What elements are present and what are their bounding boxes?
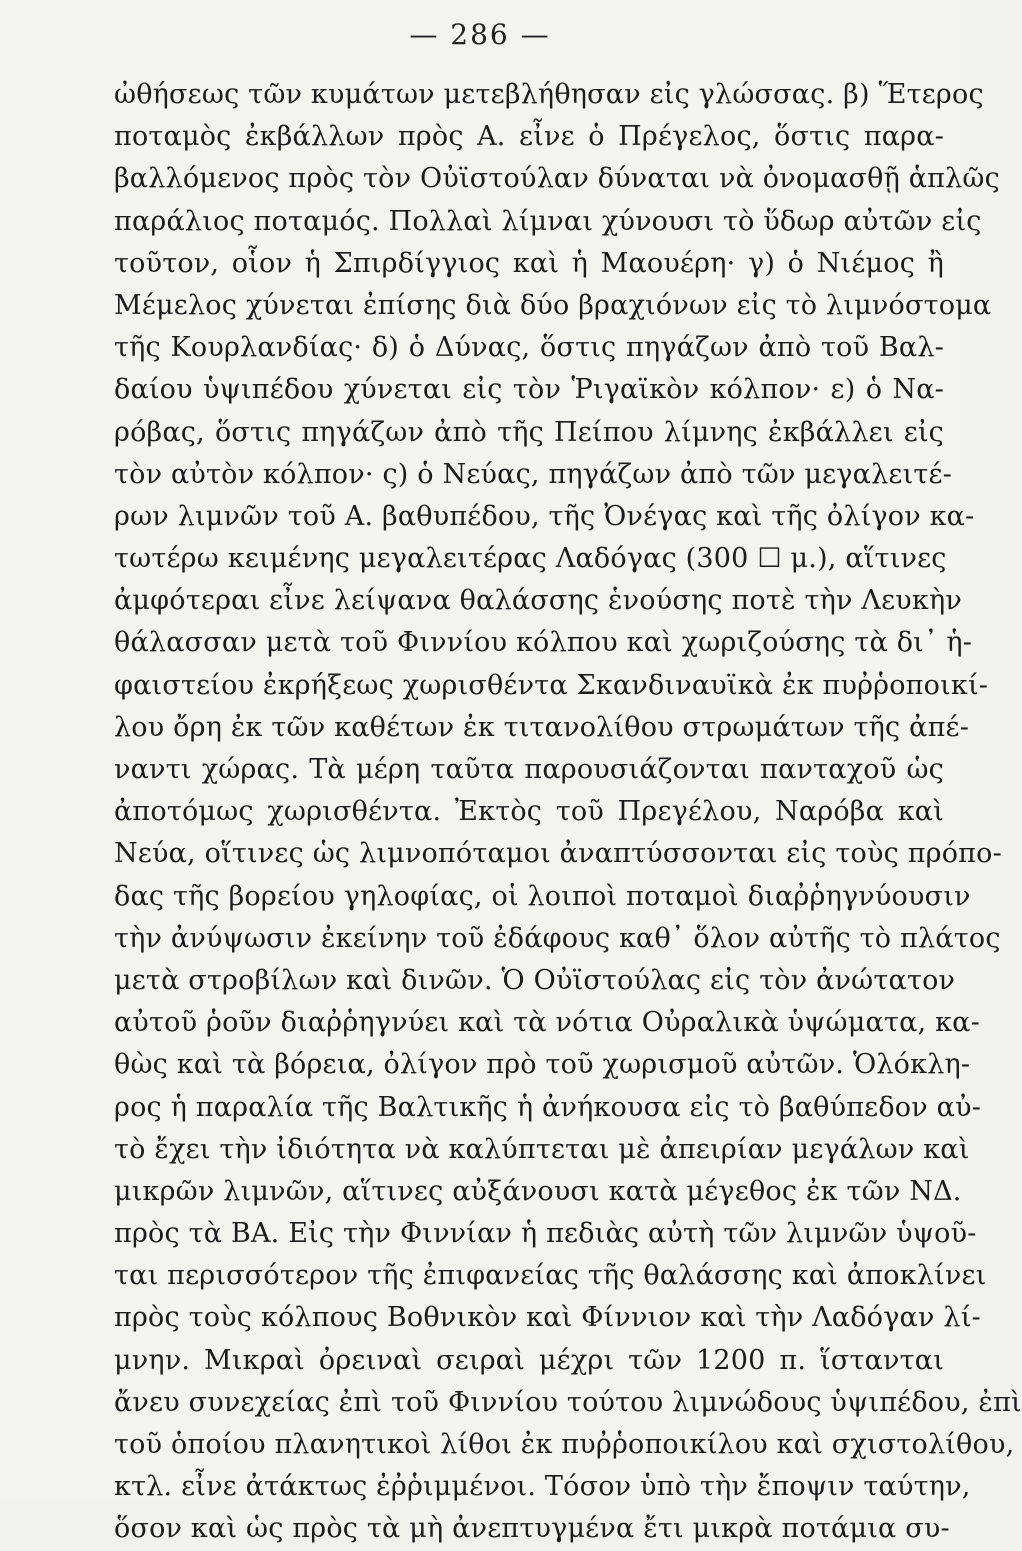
text-line: ὅσον καὶ ὡς πρὸς τὰ μὴ ἀνεπτυγμένα ἔτι μικρὰ ποτάμια συ- [114,1513,950,1545]
text-line: δας τῆς βορείου γηλοφίας, οἱ λοιποὶ ποταμοὶ διαῤῥηγνύουσιν [114,880,971,912]
text-line: τοῦτον, οἷον ἡ Σπιρδίγγιος καὶ ἡ Μαουέρη· γ) ὁ Νιέμος ἢ [114,247,944,279]
text-line: ποταμὸς ἐκβάλλων πρὸς Α. εἶνε ὁ Πρέγελος, ὅστις παρα- [114,121,944,153]
text-line: πρὸς τὰ ΒΑ. Εἰς τὴν Φιννίαν ἡ πεδιὰς αὐτὴ τῶν λιμνῶν ὑψοῦ- [114,1218,977,1250]
text-line: κτλ. εἶνε ἀτάκτως ἐῤῥιμμένοι. Τόσον ὑπὸ τὴν ἔποψιν ταύτην, [114,1471,971,1503]
text-line: λου ὄρη ἐκ τῶν καθέτων ἐκ τιτανολίθου στρωμάτων τῆς ἀπέ- [114,711,970,743]
text-line: Μέμελος χύνεται ἐπίσης διὰ δύο βραχιόνων εἰς τὸ λιμνόστομα [114,289,992,321]
text-line: φαιστείου ἐκρήξεως χωρισθέντα Σκανδιναυϊκὰ ἐκ πυῤῥοποικί- [114,669,989,701]
text-line: ρόβας, ὅστις πηγάζων ἀπὸ τῆς Πείπου λίμνης ἐκβάλλει εἰς [114,416,944,448]
text-line: τοῦ ὁποίου πλανητικοὶ λίθοι ἐκ πυῤῥοποικίλου καὶ σχιστολίθου, [114,1429,1015,1460]
text-line: βαλλόμενος πρὸς τὸν Οὐϊστούλαν δύναται νὰ ὀνομασθῇ ἁπλῶς [114,163,1000,195]
text-line: ἀμφότεραι εἶνε λείψανα θαλάσσης ἑνούσης ποτὲ τὴν Λευκὴν [114,585,962,617]
text-line: θάλασσαν μετὰ τοῦ Φιννίου κόλπου καὶ χωριζούσης τὰ δι᾽ ἡ- [114,627,973,659]
text-line: ἄνευ συνεχείας ἐπὶ τοῦ Φιννίου τούτου λιμνώδους ὑψιπέδου, ἐπὶ [114,1386,1022,1418]
page-number: — 286 — [409,18,551,51]
text-line: τὸν αὐτὸν κόλπον· ς) ὁ Νεύας, πηγάζων ἀπὸ τῶν μεγαλειτέ- [114,458,953,490]
text-line: ἀποτόμως χωρισθέντα. Ἐκτὸς τοῦ Πρεγέλου, Ναρόβα καὶ [114,796,944,828]
text-line: πρὸς τοὺς κόλπους Βοθνικὸν καὶ Φίννιον καὶ τὴν Λαδόγαν λί- [114,1302,981,1334]
text-line: ναντι χώρας. Τὰ μέρη ταῦτα παρουσιάζονται πανταχοῦ ὡς [114,754,944,785]
body-text [114,74,1022,1551]
text-line: τὸ ἔχει τὴν ἰδιότητα νὰ καλύπτεται μὲ ἀπειρίαν μεγάλων καὶ [114,1133,970,1165]
text-line: τῆς Κουρλανδίας· δ) ὁ Δύνας, ὅστις πηγάζων ἀπὸ τοῦ Βαλ- [114,332,944,364]
text-line: μνην. Μικραὶ ὀρειναὶ σειραὶ μέχρι τῶν 1200 π. ἵστανται [114,1344,944,1376]
text-line: θὼς καὶ τὰ βόρεια, ὀλίγον πρὸ τοῦ χωρισμοῦ αὐτῶν. Ὁλόκλη- [114,1049,971,1081]
text-line: μετὰ στροβίλων καὶ δινῶν. Ὁ Οὐϊστούλας εἰς τὸν ἀνώτατον [114,964,956,996]
text-line: παράλιος ποταμός. Πολλαὶ λίμναι χύνουσι τὸ ὕδωρ αὐτῶν εἰς [114,205,982,237]
text-line: αὐτοῦ ῥοῦν διαῤῥηγνύει καὶ τὰ νότια Οὐραλικὰ ὑψώματα, κα- [114,1007,980,1039]
text-line: Νεύα, οἵτινες ὡς λιμνοπόταμοι ἀναπτύσσονται εἰς τοὺς πρόπο- [114,838,1002,870]
text-line: ρων λιμνῶν τοῦ Α. βαθυπέδου, τῆς Ὀνέγας καὶ τῆς ὀλίγον κα- [114,500,975,532]
text-line: ται περισσότερον τῆς ἐπιφανείας τῆς θαλάσσης καὶ ἀποκλίνει [114,1260,987,1292]
text-line: τὴν ἀνύψωσιν ἐκείνην τοῦ ἐδάφους καθ᾽ ὅλον αὐτῆς τὸ πλάτος [114,922,1001,954]
text-line: μικρῶν λιμνῶν, αἵτινες αὐξάνουσι κατὰ μέγεθος ἐκ τῶν ΝΔ. [114,1175,962,1207]
text-line: δαίου ὑψιπέδου χύνεται εἰς τὸν Ῥιγαϊκὸν κόλπον· ε) ὁ Να- [114,374,944,406]
text-line: τωτέρω κειμένης μεγαλειτέρας Λαδόγας (300 ☐ μ.), αἵτινες [114,543,947,575]
text-line: ὠθήσεως τῶν κυμάτων μετεβλήθησαν εἰς γλώσσας. β) Ἕτερος [114,79,984,110]
text-line: ρος ἡ παραλία τῆς Βαλτικῆς ἡ ἀνήκουσα εἰς τὸ βαθύπεδον αὐ- [114,1091,982,1123]
